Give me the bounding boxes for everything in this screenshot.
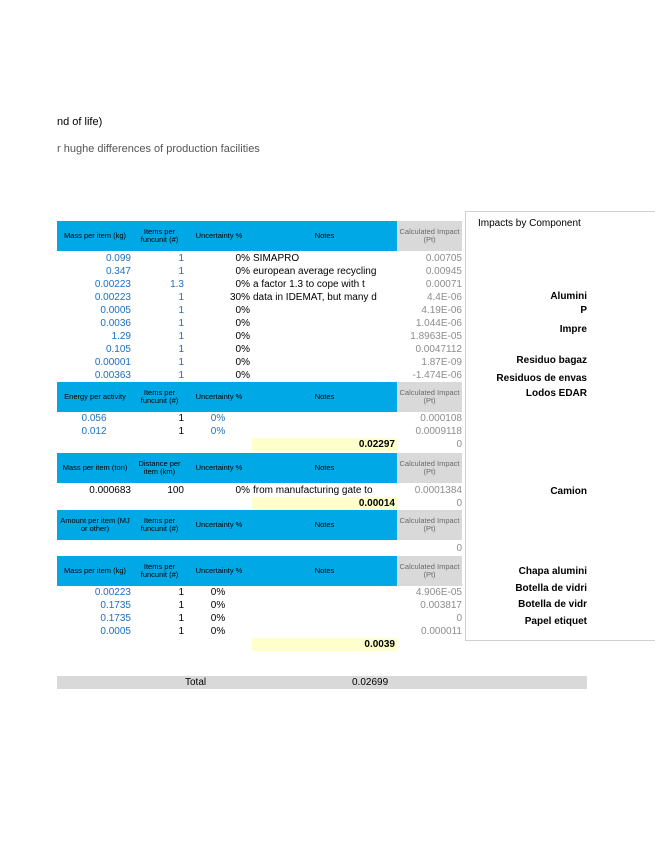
cell-impact: -1.474E-06 <box>412 370 462 381</box>
col-uncertainty: Uncertainty % <box>186 556 252 586</box>
cell-mass: 0.105 <box>105 344 131 355</box>
cell-mass: 0.1735 <box>100 600 131 611</box>
component-label: Residuos de envas <box>496 373 587 384</box>
panel-title: Impacts by Component <box>478 218 581 229</box>
cell-items: 1 <box>178 613 184 624</box>
total-label: Total <box>185 677 207 688</box>
cell-impact: 0 <box>456 613 462 624</box>
table-row <box>57 317 462 330</box>
col-items: Items per funcunit (#) <box>133 510 186 540</box>
cell-impact: 0.00945 <box>425 266 462 277</box>
col-items: Items per funcunit (#) <box>133 382 186 412</box>
col-notes: Notes <box>252 556 397 586</box>
cell-mass: 0.099 <box>105 253 131 264</box>
subtotal-eol: 0.0039 <box>252 638 397 651</box>
col-notes: Notes <box>252 453 397 483</box>
table-row <box>57 265 462 278</box>
component-label: Botella de vidri <box>515 583 587 594</box>
cell-impact: 1.8963E-05 <box>410 331 462 342</box>
cell-notes <box>253 343 397 356</box>
component-label: Alumini <box>550 291 587 302</box>
col-mass: Mass per item (kg) <box>57 556 133 586</box>
subtotal-transport-impact: 0 <box>456 498 462 509</box>
cell-uncertainty: 0% <box>235 485 250 496</box>
cell-notes <box>253 304 397 317</box>
col-uncertainty: Uncertainty % <box>186 510 252 540</box>
col-notes: Notes <box>252 510 397 540</box>
cell-impact: 4.4E-06 <box>426 292 462 303</box>
cell-uncertainty: 0% <box>235 253 250 264</box>
cell-items: 1.3 <box>170 279 184 290</box>
total-value: 0.02699 <box>352 677 389 688</box>
cell-items: 1 <box>178 344 184 355</box>
col-uncertainty: Uncertainty % <box>186 221 252 251</box>
cell-impact: 4.906E-05 <box>415 587 462 598</box>
col-notes: Notes <box>252 221 397 251</box>
col-impact: Calculated Impact (Pt) <box>397 382 462 412</box>
subtotal-transport: 0.00014 <box>252 497 397 510</box>
cell-uncertainty: 0% <box>210 613 226 624</box>
cell-impact: 0.0047112 <box>415 344 462 355</box>
cell-uncertainty: 0% <box>235 266 250 277</box>
table-row <box>57 291 462 304</box>
total-row <box>57 676 587 689</box>
cell-impact: 0.000108 <box>420 413 462 424</box>
cell-impact: 0.003817 <box>420 600 462 611</box>
cell-uncertainty: 0% <box>235 331 250 342</box>
materials-header <box>57 221 462 251</box>
table-row <box>57 412 462 425</box>
component-label: Lodos EDAR <box>525 388 587 399</box>
col-mass-ton: Mass per item (ton) <box>57 453 133 483</box>
col-items: Items per funcunit (#) <box>133 556 186 586</box>
cell-notes: data in IDEMAT, but many d <box>253 292 377 303</box>
doc-heading: nd of life) <box>57 116 103 128</box>
cell-items: 1 <box>178 266 184 277</box>
col-impact: Calculated Impact (Pt) <box>397 556 462 586</box>
cell-uncertainty: 0% <box>210 587 226 598</box>
table-row <box>57 343 462 356</box>
cell-items: 1 <box>178 370 184 381</box>
component-label: Camion <box>550 486 587 497</box>
energy-header <box>57 382 462 412</box>
table-row <box>57 484 462 497</box>
cell-uncertainty: 0% <box>235 370 250 381</box>
cell-notes: european average recycling <box>253 266 377 277</box>
col-impact: Calculated Impact (Pt) <box>397 221 462 251</box>
cell-notes <box>253 317 397 330</box>
component-label: Residuo bagaz <box>516 355 587 366</box>
cell-impact: 4.19E-06 <box>421 305 462 316</box>
cell-items: 1 <box>178 413 184 424</box>
cell-impact: 0.000011 <box>421 626 462 637</box>
cell-mass: 0.0036 <box>100 318 131 329</box>
cell-uncertainty: 0% <box>210 413 226 424</box>
cell-items: 1 <box>178 292 184 303</box>
cell-items: 1 <box>178 426 184 437</box>
cell-uncertainty: 0% <box>235 344 250 355</box>
cell-impact: 0.00705 <box>425 253 462 264</box>
cell-mass: 0.00223 <box>94 292 131 303</box>
cell-notes <box>253 330 397 343</box>
cell-notes: a factor 1.3 to cope with t <box>253 279 365 290</box>
col-energy: Energy per activity <box>57 382 133 412</box>
cell-impact: 0.0001384 <box>414 485 462 496</box>
table-row <box>57 425 462 438</box>
table-row <box>57 369 462 382</box>
cell-items: 1 <box>178 600 184 611</box>
table-row <box>57 252 462 265</box>
transport-header <box>57 453 462 483</box>
cell-mass: 0.00363 <box>94 370 131 381</box>
use-impact: 0 <box>456 543 462 554</box>
component-label: Chapa alumini <box>518 566 587 577</box>
cell-mass: 0.0005 <box>100 626 131 637</box>
col-items: Items per funcunit (#) <box>133 221 186 251</box>
col-mass: Mass per item (kg) <box>57 221 133 251</box>
cell-uncertainty: 0% <box>235 279 250 290</box>
cell-mass: 1.29 <box>111 331 131 342</box>
eol-header <box>57 556 462 586</box>
cell-items: 1 <box>178 305 184 316</box>
subtotal-production: 0.02297 <box>252 438 397 451</box>
cell-mass: 0.00223 <box>94 279 131 290</box>
cell-mass: 0.1735 <box>100 613 131 624</box>
cell-energy: 0.012 <box>81 426 107 437</box>
use-header <box>57 510 462 540</box>
col-notes: Notes <box>252 382 397 412</box>
cell-mass: 0.347 <box>105 266 131 277</box>
cell-uncertainty: 0% <box>235 305 250 316</box>
cell-impact: 1.044E-06 <box>415 318 462 329</box>
table-row <box>57 625 462 638</box>
cell-items: 1 <box>178 587 184 598</box>
col-impact: Calculated Impact (Pt) <box>397 453 462 483</box>
cell-notes: SIMAPRO <box>253 253 300 264</box>
col-uncertainty: Uncertainty % <box>186 453 252 483</box>
col-impact: Calculated Impact (Pt) <box>397 510 462 540</box>
cell-items: 1 <box>178 357 184 368</box>
cell-uncertainty: 0% <box>210 426 226 437</box>
cell-items: 1 <box>178 626 184 637</box>
cell-notes <box>253 356 397 369</box>
table-row <box>57 599 462 612</box>
component-label: Botella de vidr <box>518 599 587 610</box>
cell-notes <box>253 369 397 382</box>
doc-subheading: r hughe differences of production facilities <box>57 143 260 155</box>
cell-energy: 0.056 <box>81 413 107 424</box>
cell-impact: 0.0009118 <box>415 426 462 437</box>
cell-uncertainty: 0% <box>235 318 250 329</box>
cell-impact: 0.00071 <box>425 279 462 290</box>
component-label: Impre <box>559 324 587 335</box>
col-distance: Distance per item (km) <box>133 453 186 483</box>
cell-items: 1 <box>178 318 184 329</box>
table-row <box>57 356 462 369</box>
subtotal-production-impact: 0 <box>456 439 462 450</box>
cell-mass: 0.00223 <box>94 587 131 598</box>
cell-mass: 0.000683 <box>89 485 131 496</box>
table-row <box>57 586 462 599</box>
col-amount: Amount per item (MJ or other) <box>57 510 133 540</box>
cell-impact: 1.87E-09 <box>421 357 462 368</box>
cell-notes: from manufacturing gate to <box>253 485 373 496</box>
cell-mass: 0.0005 <box>100 305 131 316</box>
cell-uncertainty: 30% <box>229 292 250 303</box>
table-row <box>57 330 462 343</box>
cell-items: 1 <box>178 331 184 342</box>
table-row <box>57 304 462 317</box>
component-label: Papel etiquet <box>524 616 587 627</box>
table-row <box>57 278 462 291</box>
component-label: P <box>580 305 587 316</box>
cell-uncertainty: 0% <box>210 626 226 637</box>
cell-uncertainty: 0% <box>235 357 250 368</box>
cell-distance: 100 <box>167 485 184 496</box>
col-uncertainty: Uncertainty % <box>186 382 252 412</box>
table-row <box>57 612 462 625</box>
cell-mass: 0.00001 <box>94 357 131 368</box>
cell-items: 1 <box>178 253 184 264</box>
cell-uncertainty: 0% <box>210 600 226 611</box>
